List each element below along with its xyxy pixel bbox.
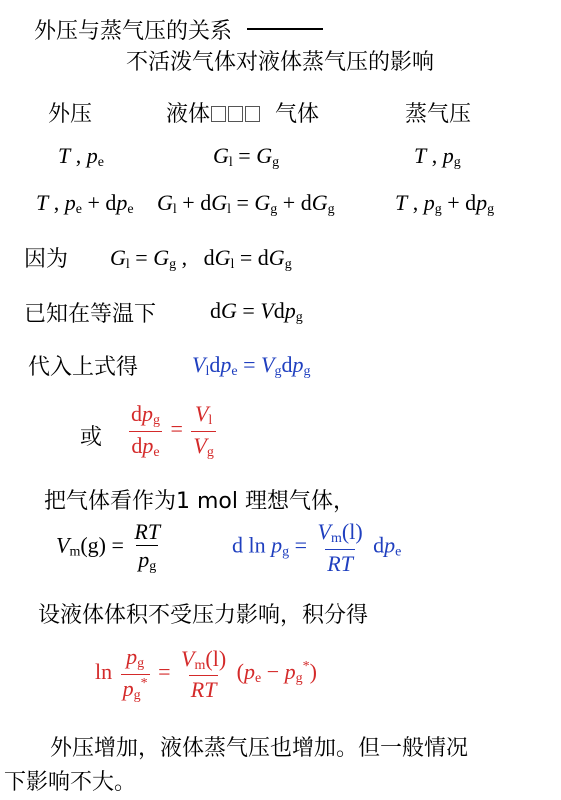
missing-glyph-icon <box>211 106 226 122</box>
known-label: 已知在等温下 <box>24 302 157 327</box>
header-gas: 气体 <box>275 102 320 127</box>
conclusion-line1: 外压增加，液体蒸气压也增加。但一般情况 <box>50 736 469 761</box>
missing-glyph-icon <box>245 106 260 122</box>
conclusion-line2: 下影响不大。 <box>4 770 137 795</box>
substitute-label: 代入上式得 <box>28 355 139 380</box>
or-label: 或 <box>80 425 103 450</box>
title-line1 <box>34 14 232 45</box>
row1-vapor: T , $p_g$ <box>414 143 461 170</box>
because-label: 因为 <box>24 247 69 272</box>
ideal-gas-label: 把气体看作为1 mol 理想气体， <box>44 489 355 514</box>
row1-outer: T , $p_e$ <box>58 143 104 170</box>
row2-outer: T , $p_e + dp_e$ <box>36 190 134 217</box>
missing-glyph-icon <box>228 106 243 122</box>
because-formula: $G_l = G_g$ , $dG_l = dG_g$ <box>110 245 292 272</box>
row2-equation: $G_l + dG_l = G_g + dG_g$ <box>157 190 335 217</box>
vm-formula: $V_m(g)$ = $\frac{RT}{p_g}$ <box>56 519 161 575</box>
final-formula: ln $\frac{p_g}{p_g^*}$ = $\frac{V_m(l)}{RT}$ $(p_e - p_g^*)$ <box>95 644 317 703</box>
title-line2: 不活泼气体对液体蒸气压的影响 <box>126 50 435 75</box>
row1-equation: $G_l = G_g$ <box>213 143 280 170</box>
header-vapor-pressure: 蒸气压 <box>405 102 472 127</box>
header-outer-pressure: 外压 <box>48 102 93 127</box>
header-liquid: 液体 <box>166 97 261 128</box>
title-dash <box>247 28 323 30</box>
integrate-label: 设液体体积不受压力影响，积分得 <box>38 603 369 628</box>
dln-formula: d $\ln p_g$ = $\frac{V_m(l)}{RT}$ $dp_e$ <box>232 519 402 576</box>
substitute-formula: $V_ldp_e = V_gdp_g$ <box>192 352 311 379</box>
known-formula: dG = Vdp$_g$ <box>210 298 303 325</box>
title-text: 外压与蒸气压的关系 <box>34 19 233 44</box>
row2-vapor: T , $p_g + dp_g$ <box>395 190 495 217</box>
or-formula: $\frac{dp_g}{dp_e}$ = $\frac{V_l}{V_g}$ <box>131 401 214 460</box>
